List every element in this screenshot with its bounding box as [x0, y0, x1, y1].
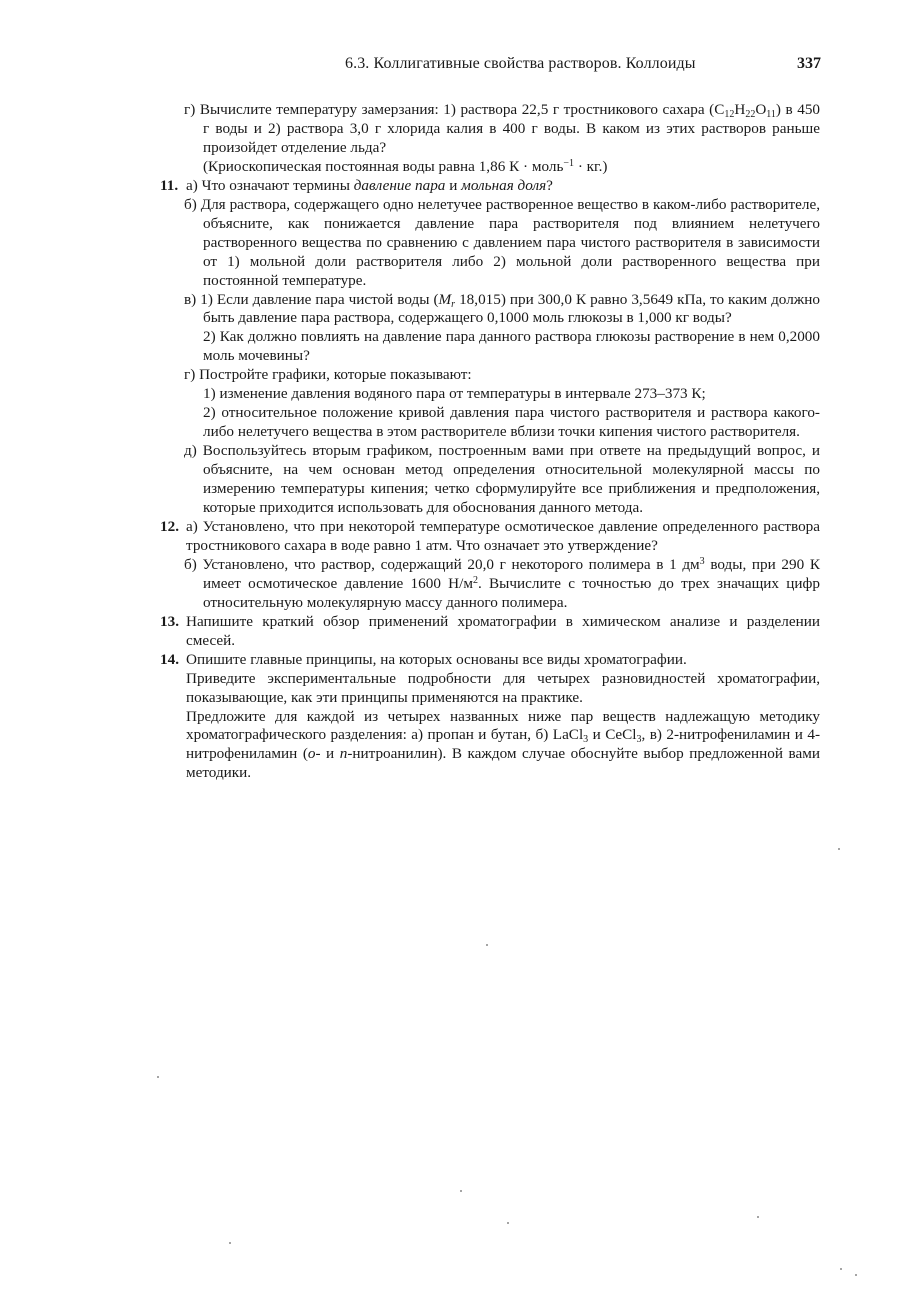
q11-a-and: и: [445, 176, 462, 194]
formula-o: O: [755, 101, 767, 118]
scan-speck: [486, 944, 488, 946]
formula-h-sub: 22: [745, 109, 756, 120]
q14-p3: [160, 708, 820, 784]
scan-speck: [855, 1274, 857, 1276]
q11-v1-m: M: [438, 290, 452, 308]
q11-a-label: а): [186, 176, 198, 194]
section-title: 6.3. Коллигативные свойства растворов. Коллоиды: [345, 55, 696, 72]
q14-p3-sub1: 3: [583, 734, 589, 746]
q11-part-a: [160, 177, 820, 196]
scan-speck: [507, 1222, 509, 1224]
q11-part-g2: 2) относительное положение кривой давления пара чистого растворителя и раствора какого-либо нелетучего вещества в этом растворителе вблизи точки кипения чистого растворителя.: [203, 404, 820, 441]
q11-part-d: д) Воспользуйтесь вторым графиком, построенным вами при ответе на предыдущий вопрос, и объясните, на чем основан метод определения относительной молекулярной массы по измерению температуры кипения; четко сформулируйте все приближения и предположения, которые приходится использовать для обоснования данного метода.: [184, 442, 820, 517]
q10-g-text: ) в 450 г воды и 2) раствора 3,0 г хлорида калия в 400 г воды. В каком из этих растворов раньше произойдет отделение льда?: [203, 101, 821, 156]
q12-b-sup1: 3: [699, 555, 705, 567]
q11-v1-pre: в) 1) Если давление пара чистой воды (: [184, 290, 439, 308]
formula-c-sub: 12: [724, 109, 735, 120]
scan-speck: [157, 1076, 159, 1078]
q12-b-pre: б) Установлено, что раствор, содержащий 20,0 г некоторого полимера в 1 дм: [184, 555, 700, 573]
q14-p3-sub2: 3: [636, 734, 642, 746]
q14-line1: Опишите главные принципы, на которых основаны все виды хроматографии.: [186, 650, 687, 668]
q11-a-term1: давление пара: [353, 176, 446, 194]
page-content: [160, 101, 820, 783]
question-12: [160, 518, 820, 613]
q12-b-mid: воды, при 290 К имеет осмотическое давление 1600 Н/м: [203, 555, 820, 592]
q13-number: 13.: [160, 612, 179, 630]
page-number: 337: [797, 55, 821, 72]
q12-b-sup2: 2: [472, 574, 478, 586]
q12-number: 12.: [160, 517, 179, 535]
q14-number: 14.: [160, 650, 179, 668]
q14-p3-n: n: [339, 745, 348, 763]
q11-part-b: б) Для раствора, содержащего одно нелетучее растворенное вещество в каком-либо растворителе, объясните, как понижается давление пара растворителя под влиянием нелетучего растворенного вещества по сравнению с давлением пара чистого растворителя в зависимости от 1) мольной доли растворителя либо 2) мольной доли растворенного вещества при постоянной температуре.: [184, 195, 820, 289]
question-13: [160, 613, 820, 651]
q11-number: 11.: [160, 176, 179, 194]
q14-p2: Приведите экспериментальные подробности для четырех разновидностей хроматографии, показывающие, как эти принципы применяются на практике.: [186, 669, 820, 706]
question-14: [160, 651, 820, 784]
q14-p3-mid2: , в) 2-нитрофениламин и 4-нитрофениламин (: [186, 726, 820, 763]
q10-note-post: · кг.): [574, 157, 608, 175]
q11-v1-m-sub: r: [451, 298, 456, 310]
formula-h: H: [734, 101, 746, 118]
q14-p3-pre: Предложите для каждой из четырех названных ниже пар веществ надлежащую методику хроматографического разделения: а) пропан и бутан, б) LaCl: [186, 707, 820, 744]
q12-part-a: а) Установлено, что при некоторой температуре осмотическое давление определенного раствора тростникового сахара в воде равно 1 атм. Что означает это утверждение?: [186, 517, 820, 554]
scan-speck: [229, 1242, 231, 1244]
q11-a-term2: мольная доля: [461, 176, 547, 194]
question-11: [160, 177, 820, 518]
q11-part-g1: 1) изменение давления водяного пара от температуры в интервале 273–373 К;: [203, 385, 706, 403]
q10-part-g: г) Вычислите температуру замерзания: 1) раствора 22,5 г тростникового сахара $(C_{12}H_{22}O_{11})$ в 450 г воды и 2) раствора 3,0 г хлорида калия в 400 г воды. В каком из этих растворов раньше произойдет отделение льда?: [184, 101, 821, 156]
q13-text: Напишите краткий обзор применений хроматографии в химическом анализе и разделении смесей.: [186, 612, 820, 649]
q11-part-g-intro: г) Постройте графики, которые показывают:: [184, 366, 472, 384]
q10-g-label: г): [184, 101, 196, 118]
q11-v1-post: 18,015) при 300,0 К равно 3,5649 кПа, то каким должно быть давление пара раствора, содержащего 0,1000 моль глюкозы в 1,000 кг воды?: [203, 290, 820, 327]
scan-speck: [840, 1268, 842, 1270]
q10-g-line1: Вычислите температуру замерзания: 1) раствора 22,5 г тростникового сахара: [199, 101, 705, 118]
q14-p3-post: -нитроанилин). В каждом случае обоснуйте выбор предложенной вами методики.: [186, 745, 820, 782]
formula-c: C: [714, 101, 725, 118]
q10-note-sup: −1: [563, 157, 575, 169]
q10-note-pre: (Криоскопическая постоянная воды равна 1,86 К · моль: [203, 157, 564, 175]
q12-b-post: . Вычислите с точностью до трех значащих цифр относительную молекулярную массу данного полимера.: [203, 574, 820, 611]
q11-part-v1: [160, 291, 820, 329]
q14-p3-mid1: и CeCl: [588, 726, 637, 744]
q10-g-note: [160, 158, 820, 177]
q11-a-pre: Что означают термины: [201, 176, 354, 194]
q11-a-post: ?: [546, 176, 553, 194]
scan-speck: [838, 848, 840, 850]
q12-part-b: [160, 556, 820, 613]
q11-part-v2: 2) Как должно повлиять на давление пара данного раствора глюкозы растворение в нем 0,2000 моль мочевины?: [203, 328, 820, 365]
q14-p3-o: о: [307, 745, 316, 763]
q14-p3-mid3: - и: [315, 745, 340, 763]
scan-speck: [460, 1190, 462, 1192]
scan-speck: [757, 1216, 759, 1218]
formula-o-sub: 11: [766, 109, 776, 120]
running-header: [345, 55, 825, 77]
